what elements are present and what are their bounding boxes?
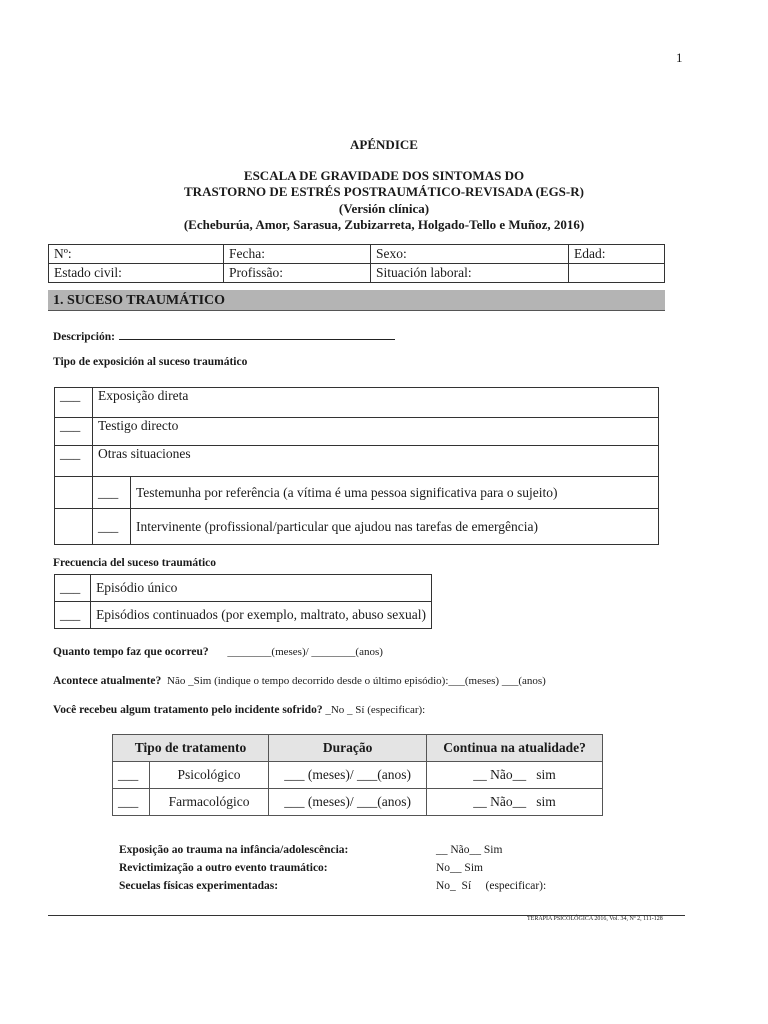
- exposure-blank[interactable]: ___: [55, 446, 93, 477]
- treatment-header-duracao: Duração: [269, 735, 427, 762]
- trailing-question-label: Secuelas físicas experimentadas:: [119, 880, 279, 892]
- field-empty: [569, 264, 665, 283]
- header-fields-table: [48, 244, 665, 283]
- treatment-header-tipo: Tipo de tratamento: [113, 735, 269, 762]
- exposure-option-testigo: Testigo directo: [93, 418, 659, 446]
- frequency-blank[interactable]: ___: [55, 602, 91, 629]
- exposure-table: [54, 387, 659, 545]
- field-edad[interactable]: Edad:: [569, 245, 665, 264]
- treatment-continues[interactable]: __ Não__ sim: [427, 762, 603, 789]
- treatment-type: Farmacológico: [150, 789, 269, 816]
- exposure-blank[interactable]: ___: [93, 509, 131, 545]
- treatment-duration[interactable]: ___ (meses)/ ___(anos): [269, 789, 427, 816]
- quanto-tempo-row: [53, 646, 383, 658]
- trailing-question-answer[interactable]: __ Não__ Sim: [436, 844, 503, 856]
- frequency-table: [54, 574, 432, 629]
- treatment-header-continua: Continua na atualidade?: [427, 735, 603, 762]
- tratamento-question: Você recebeu algum tratamento pelo incidente sofrido?: [53, 704, 323, 716]
- treatment-duration[interactable]: ___ (meses)/ ___(anos): [269, 762, 427, 789]
- section-title: 1. SUCESO TRAUMÁTICO: [48, 290, 665, 311]
- exposure-empty-cell: [55, 509, 93, 545]
- frequency-option-unico: Episódio único: [91, 575, 432, 602]
- page-number: 1: [676, 50, 683, 65]
- version-label: (Versión clínica): [338, 201, 430, 216]
- frequency-blank[interactable]: ___: [55, 575, 91, 602]
- treatment-table: [112, 734, 603, 816]
- frequency-option-continuados: Episódios continuados (por exemplo, maltrato, abuso sexual): [91, 602, 432, 629]
- exposure-empty-cell: [55, 477, 93, 509]
- exposure-option-interviniente: Intervinente (profissional/particular que ajudou nas tarefas de emergência): [131, 509, 659, 545]
- exposure-blank[interactable]: ___: [55, 388, 93, 418]
- quanto-tempo-question: Quanto tempo faz que ocorreu?: [53, 646, 209, 658]
- trailing-question-answer[interactable]: No_ Sí (especificar):: [436, 880, 547, 892]
- field-profissao[interactable]: Profissão:: [224, 264, 371, 283]
- treatment-blank[interactable]: ___: [113, 789, 150, 816]
- acontece-row: [53, 675, 546, 687]
- descripcion-input-line[interactable]: [119, 327, 395, 340]
- journal-footer: TERAPIA PSICOLÓGICA 2016, Vol. 34, Nº 2, 111-128: [527, 916, 663, 922]
- trailing-question-answer[interactable]: No__ Sim: [436, 862, 483, 874]
- acontece-answer[interactable]: Não _Sim (indique o tempo decorrido desde o último episódio):___(meses) ___(anos): [167, 675, 546, 687]
- appendix-heading: APÉNDICE: [350, 137, 418, 152]
- field-no[interactable]: Nº:: [49, 245, 224, 264]
- tratamento-answer[interactable]: _No _ Sí (especificar):: [325, 704, 426, 716]
- scale-title-line1: ESCALA DE GRAVIDADE DOS SINTOMAS DO: [243, 168, 525, 183]
- exposure-option-direta: Exposição direta: [93, 388, 659, 418]
- tratamento-row: [53, 704, 425, 716]
- field-fecha[interactable]: Fecha:: [224, 245, 371, 264]
- authors-line: (Echeburúa, Amor, Sarasua, Zubizarreta, Holgado-Tello e Muñoz, 2016): [183, 217, 585, 232]
- field-situacion-laboral[interactable]: Situación laboral:: [371, 264, 569, 283]
- trailing-question-label: Exposição ao trauma na infância/adolescência:: [119, 844, 349, 856]
- descripcion-label: Descripción:: [53, 331, 115, 343]
- field-estado-civil[interactable]: Estado civil:: [49, 264, 224, 283]
- field-sexo[interactable]: Sexo:: [371, 245, 569, 264]
- exposure-blank[interactable]: ___: [93, 477, 131, 509]
- descripcion-row: [53, 327, 395, 345]
- treatment-continues[interactable]: __ Não__ sim: [427, 789, 603, 816]
- treatment-blank[interactable]: ___: [113, 762, 150, 789]
- tipo-exposicion-label: Tipo de exposición al suceso traumático: [53, 356, 248, 368]
- exposure-option-testemunha: Testemunha por referência (a vítima é uma pessoa significativa para o sujeito): [131, 477, 659, 509]
- frecuencia-label: Frecuencia del suceso traumático: [53, 557, 216, 569]
- acontece-question: Acontece atualmente?: [53, 675, 162, 687]
- treatment-type: Psicológico: [150, 762, 269, 789]
- trailing-question-label: Revictimização a outro evento traumático:: [119, 862, 328, 874]
- scale-title-line2: TRASTORNO DE ESTRÉS POSTRAUMÁTICO-REVISADA (EGS-R): [184, 184, 584, 199]
- quanto-tempo-answer[interactable]: ________(meses)/ ________(anos): [227, 646, 383, 658]
- exposure-blank[interactable]: ___: [55, 418, 93, 446]
- exposure-option-otras: Otras situaciones: [93, 446, 659, 477]
